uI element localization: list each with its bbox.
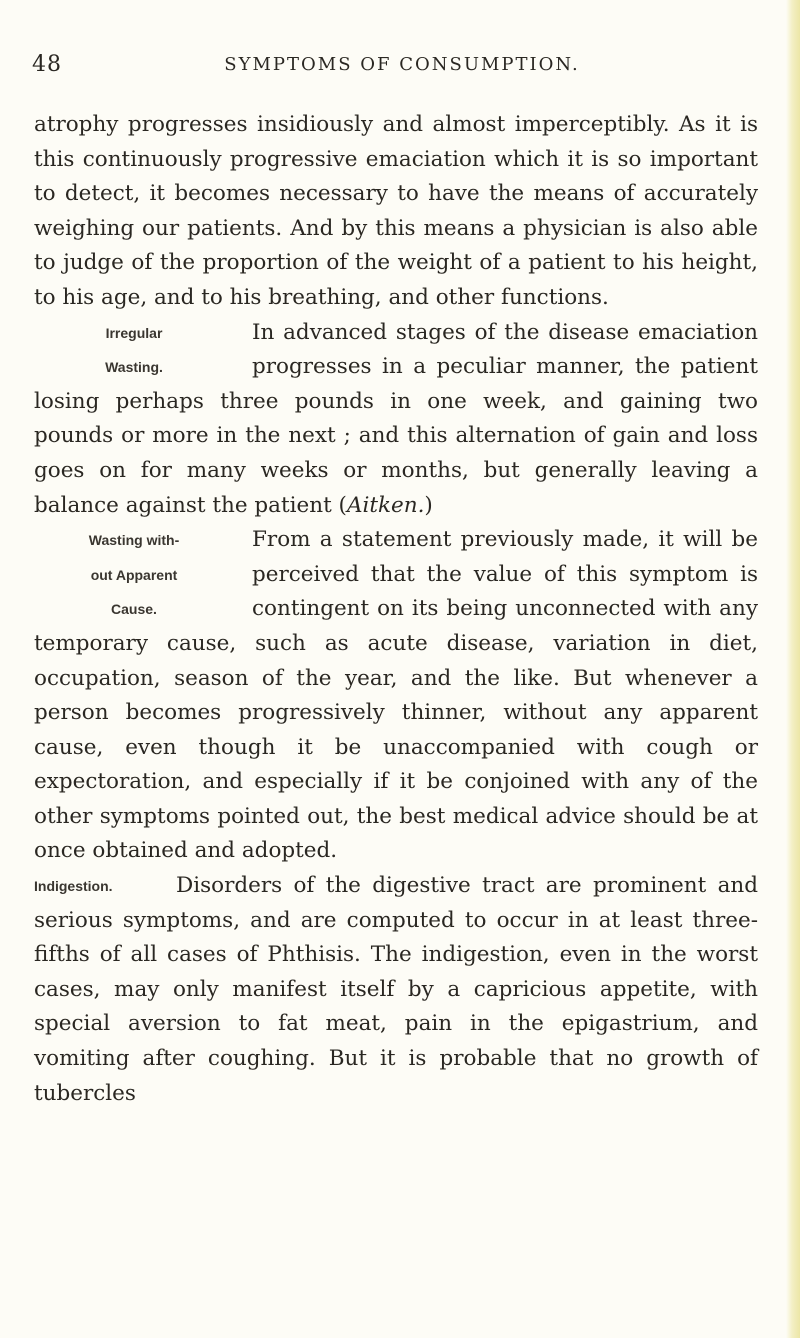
running-head: SYMPTOMS OF CONSUMPTION. <box>224 54 580 75</box>
page-number: 48 <box>32 52 62 77</box>
body-text <box>34 108 758 1111</box>
paragraph-indigestion: Disorders of the digestive tract are prominent and serious symptoms, and are computed to occur in at least three-fifths of all cases of Phthisis. The indigestion, even in the worst cases, may only manifest itself by a capricious appetite, with special aversion to fat meat, pain in the epigastrium, and vomiting after coughing. But it is probable that no growth of tubercles <box>34 873 758 1106</box>
paragraph-text: In advanced stages of the disease emaciation progresses in a peculiar manner, the patient losing perhaps three pounds in one week, and gaining two pounds or more in the next ; and this alternation of gain and loss goes on for many weeks or months, but generally leaving a balance against the patient ( <box>34 319 758 518</box>
sidenote-wasting-without-cause <box>34 523 234 627</box>
sidenote-line: Wasting with- <box>88 532 180 549</box>
paragraph-atrophy: atrophy progresses insidiously and almost imperceptibly. As it is this continuously progressive emaciation which it is so important to detect, it becomes necessary to have the means of accurately weighing our patients. And by this means a physician is also able to judge of the proportion of the weight of a patient to his height, to his age, and to his breathing, and other functions. <box>34 112 758 310</box>
sidenote-irregular-wasting <box>34 316 234 385</box>
sidenote-line: Irregular <box>105 324 163 341</box>
sidenote-line: out Apparent <box>90 566 178 583</box>
sidenote-indigestion <box>34 869 164 904</box>
sidenote-line: Wasting. <box>105 359 163 376</box>
page-header <box>32 52 772 82</box>
paragraph-wasting-without-cause: From a statement previously made, it will be perceived that the value of this symptom is contingent on its being unconnected with any temporary cause, such as acute disease, variation in diet, occupation, season of the year, and the like. But whenever a person becomes progressively thinner, without any apparent cause, even though it be unaccompanied with cough or expectoration, and especially if it be conjoined with any of the other symptoms pointed out, the best medical advice should be at once obtained and adopted. <box>34 527 758 864</box>
sidenote-line: Cause. <box>111 601 157 618</box>
sidenote-line: Indigestion. <box>34 878 113 895</box>
paragraph-text-end: ) <box>424 492 433 518</box>
page-edge-shadow <box>786 0 800 1338</box>
citation-aitken: Aitken. <box>346 492 425 518</box>
